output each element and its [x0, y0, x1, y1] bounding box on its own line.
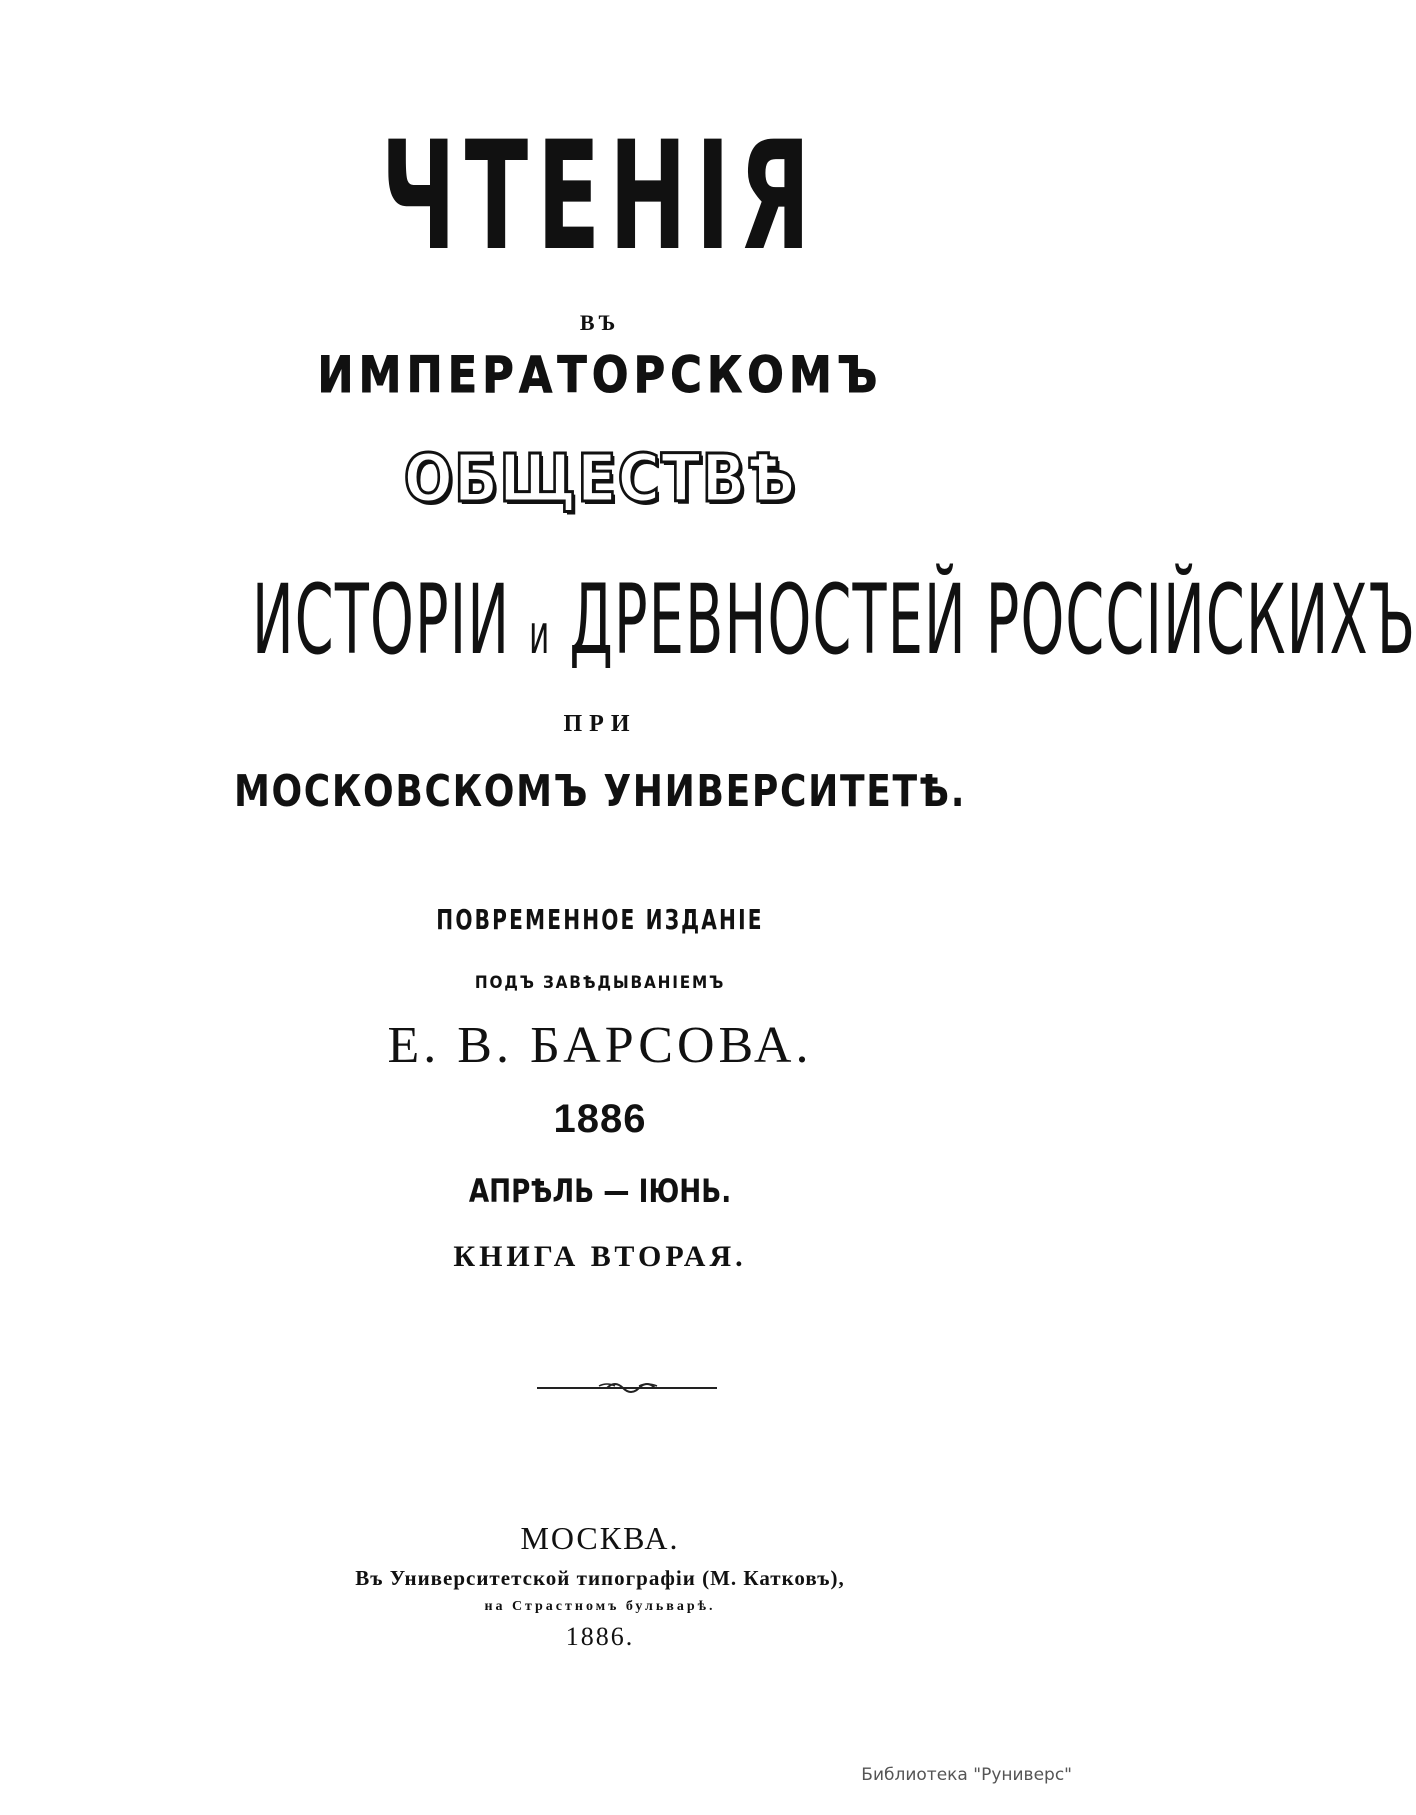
society-line: ОБЩЕСТВѢ [403, 440, 797, 517]
and-word: и [528, 603, 551, 666]
history-line [252, 564, 1416, 676]
library-watermark: Библиотека "Руниверс" [861, 1765, 1072, 1785]
ornament-divider [537, 1376, 717, 1396]
preposition-v: ВЪ [579, 310, 621, 335]
history-word: ИСТОРІИ [252, 564, 511, 676]
imprint-year: 1886. [565, 1622, 635, 1651]
volume-year: 1886 [553, 1097, 647, 1141]
imperial-line: ИМПЕРАТОРСКОМЪ [317, 346, 883, 404]
editor-name: Е. В. БАРСОВА. [387, 1017, 813, 1074]
imprint-printer: Въ Университетской типографіи (М. Катковъ), [355, 1566, 845, 1590]
periodical-edition-line: ПОВРЕМЕННОЕ ИЗДАНІЕ [436, 903, 764, 936]
imprint-city: МОСКВА. [520, 1520, 680, 1556]
moscow-university-line: МОСКОВСКОМЪ УНИВЕРСИТЕТѢ. [233, 766, 967, 817]
imprint-address: на Страстномъ бульварѣ. [484, 1599, 716, 1614]
preposition-pri: ПРИ [563, 711, 637, 737]
main-title: ЧТЕНІЯ [380, 110, 820, 284]
under-direction-line: ПОДЪ ЗАВѢДЫВАНІЕМЪ [474, 973, 726, 993]
antiquities-words: ДРЕВНОСТЕЙ РОССІЙСКИХЪ [569, 564, 1416, 676]
book-number: КНИГА ВТОРАЯ. [453, 1240, 747, 1273]
months-range: АПРѢЛЬ — ІЮНЬ. [468, 1172, 732, 1210]
